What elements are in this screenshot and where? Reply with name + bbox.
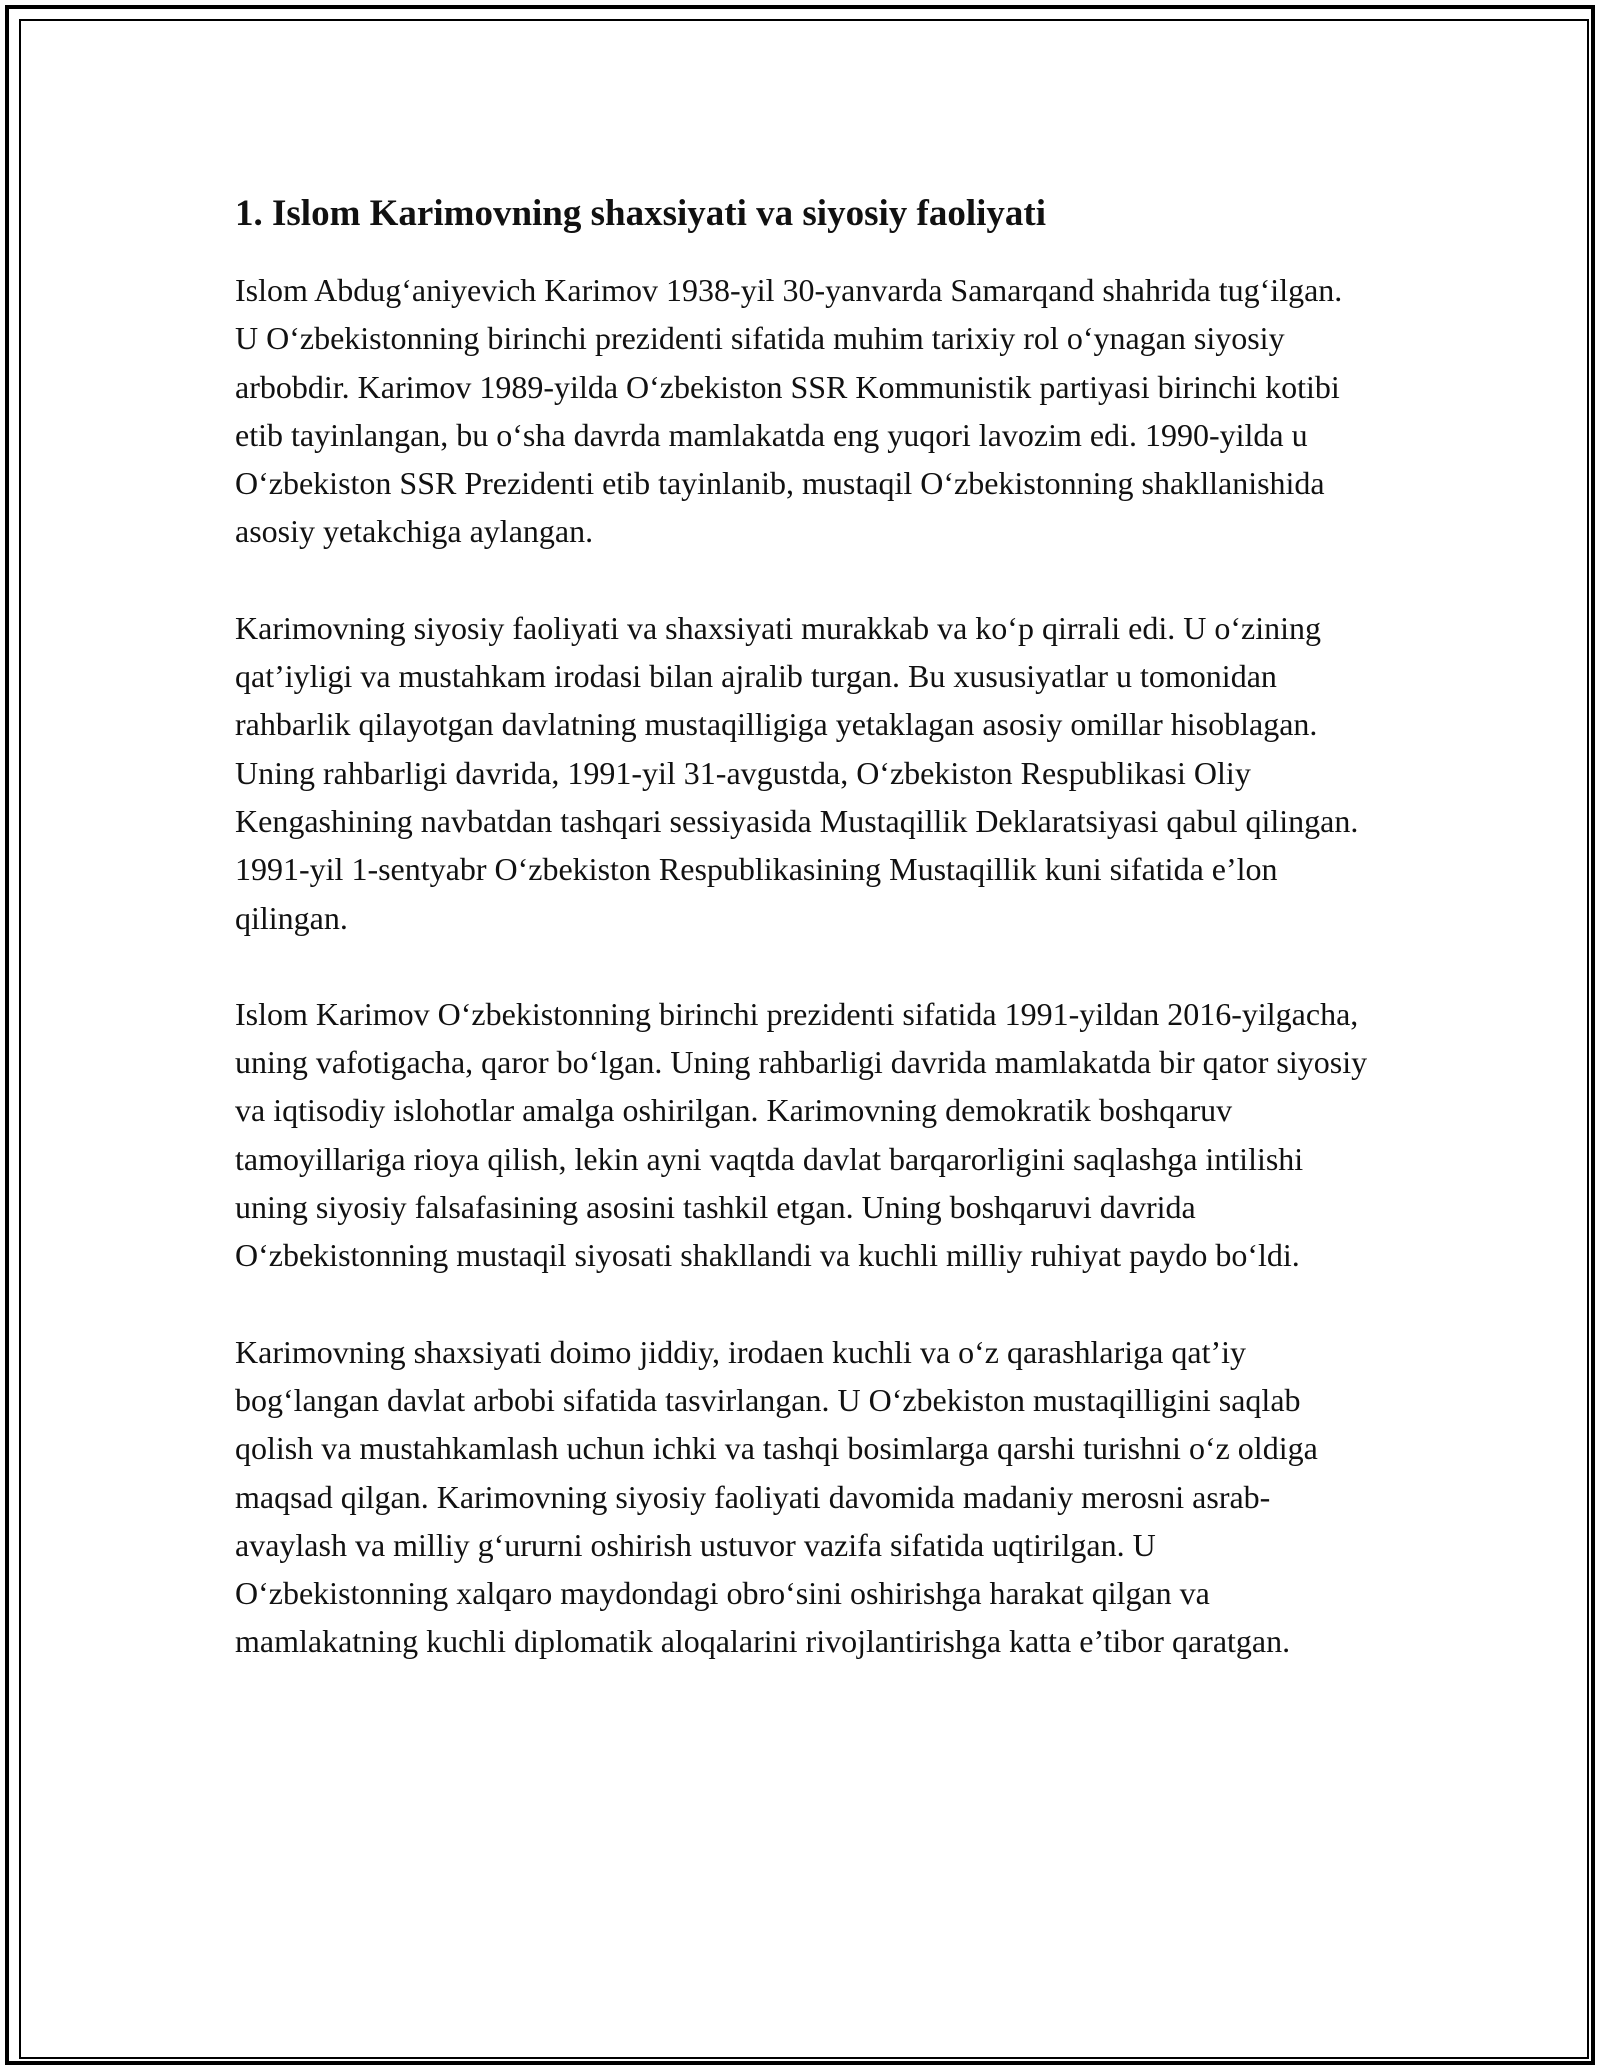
document-body: [235, 184, 1370, 1714]
paragraph-biography: Islom Abdug‘aniyevich Karimov 1938-yil 30-yanvarda Samarqand shahrida tug‘ilgan. U O‘zbekistonning birinchi prezidenti sifatida muhim tarixiy rol o‘ynagan siyosiy arbobdir. Karimov 1989-yilda O‘zbekiston SSR Kommunistik partiyasi birinchi kotibi etib tayinlangan, bu o‘sha davrda mamlakatda eng yuqori lavozim edi. 1990-yilda u O‘zbekiston SSR Prezidenti etib tayinlanib, mustaqil O‘zbekistonning shakllanishida asosiy yetakchiga aylangan.: [235, 272, 1343, 550]
paragraph-presidency: Islom Karimov O‘zbekistonning birinchi prezidenti sifatida 1991-yildan 2016-yilgacha, uning vafotigacha, qaror bo‘lgan. Uning rahbarligi davrida mamlakatda bir qator siyosiy va iqtisodiy islohotlar amalga oshirilgan. Karimovning demokratik boshqaruv tamoyillariga rioya qilish, lekin ayni vaqtda davlat barqarorligini saqlashga intilishi uning siyosiy falsafasining asosini tashkil etgan. Uning boshqaruvi davrida O‘zbekistonning mustaqil siyosati shakllandi va kuchli milliy ruhiyat paydo bo‘ldi.: [235, 995, 1368, 1274]
paragraph-political-activity: Karimovning siyosiy faoliyati va shaxsiyati murakkab va ko‘p qirrali edi. U o‘zining qat’iyligi va mustahkam irodasi bilan ajralib turgan. Bu xususiyatlar u tomonidan rahbarlik qilayotgan davlatning mustaqilligiga yetaklagan asosiy omillar hisoblagan. Uning rahbarligi davrida, 1991-yil 31-avgustda, O‘zbekiston Respublikasi Oliy Kengashining navbatdan tashqari sessiyasida Mustaqillik Deklaratsiyasi qabul qilingan. 1991-yil 1-sentyabr O‘zbekiston Respublikasining Mustaqillik kuni sifatida e’lon qilingan.: [235, 609, 1359, 936]
paragraph-personality: Karimovning shaxsiyati doimo jiddiy, irodaen kuchli va o‘z qarashlariga qat’iy bog‘langan davlat arbobi sifatida tasvirlangan. U O‘zbekiston mustaqilligini saqlab qolish va mustahkamlash uchun ichki va tashqi bosimlarga qarshi turishni o‘z oldiga maqsad qilgan. Karimovning siyosiy faoliyati davomida madaniy merosni asrab-avaylash va milliy g‘ururni oshirish ustuvor vazifa sifatida uqtirilgan. U O‘zbekistonning xalqaro maydondagi obro‘sini oshirishga harakat qilgan va mamlakatning kuchli diplomatik aloqalarini rivojlantirishga katta e’tibor qaratgan.: [235, 1333, 1318, 1660]
section-heading: 1. Islom Karimovning shaxsiyati va siyosiy faoliyati: [235, 193, 1046, 234]
